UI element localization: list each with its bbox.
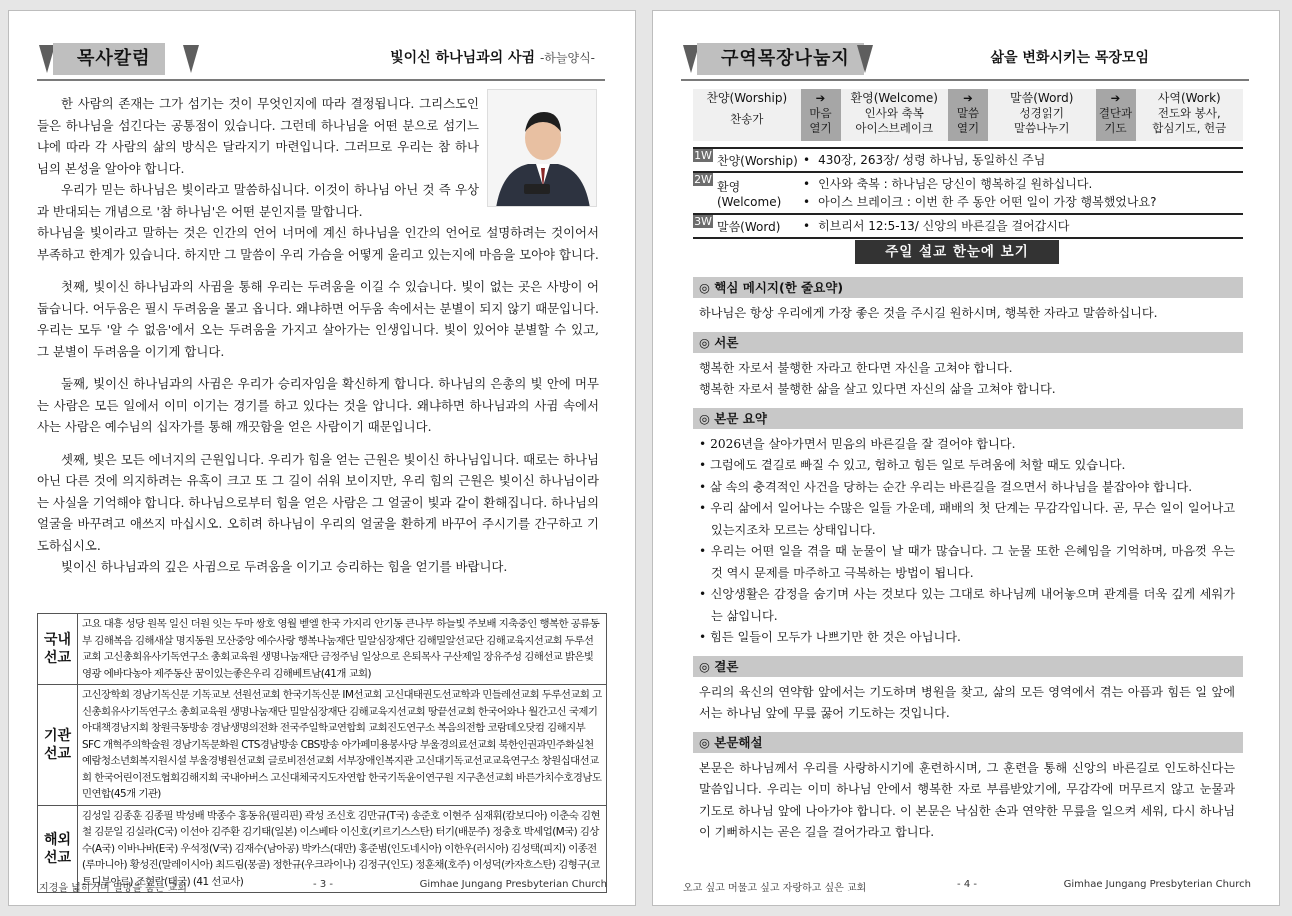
mission-text: 고신장학회 경남기독신문 기독교보 선원선교회 한국기독신문 IM선교회 고신대태권도선교학과 민들레선교회 두루선교회 고신총회유사기독연구소 총회교육원 생명나눔재단 밀알심장재단 김해교육지선교회 땅끝선교회 한국어와나 월간고신 국제기아대책경남지회 창원극동방송 경남생명의전화 전국주일학교연합회 교회진도연구소 복음의전함 코람데오닷컴 김해지부SFC 개혁주의학술원 경남기독문화원 CTS경남방송 CBS방송 아가페미용봉사당 부울경의료선교회 북한인권과민주화실천 예람청소년회복지원시설 부울경병원선교회 글로비전선교회 서부장애인복지관 고신대기독교선교교육연구소 창원십대선교회 한국어린이전도협회김해지회 국내아버스 고신대체국지도자연합 한국기독윤이연구원 지구촌선교회 바른가치수호경남도민연합(45개 기관) — [78, 685, 607, 806]
mission-text: 김성일 김종훈 김종필 박성배 박종수 홍동유(필리핀) 곽성 조신호 김만규(T국) 송준호 이현주 심재휘(캄보디아) 이춘숙 김현철 김문일 김실라(C국) 이선아 김주환 김기태(일본) 이스베타 이신호(키르기스스탄) 터기(배문주) 정충호 박세업(M국) 김상수(A국) 이바나바(E국) 우석정(V국) 김재수(남아공) 박카스(대만) 홍준범(인도네시아) 이한우(러시아) 김성택(피지) 이종전(루마니아) 황성진(말레이시아) 최드림(몽골) 정한규(우크라이나) 김정구(인도) 정훈채(호주) 이성덕(카자흐스탄) 김형구(코트디부아르) 조현락(태국) (41 선교사) — [78, 805, 607, 893]
flow-arrow-line: 마음 — [809, 106, 832, 120]
flow-arrow-line: 기도 — [1104, 121, 1127, 135]
week-badge: 2W — [694, 173, 712, 186]
footer-motto: 지경을 넓히거며 열방을 품는 교회 — [39, 883, 187, 894]
mission-text: 고요 대흥 성당 원목 일신 더원 잇는 두마 쌍호 영월 벧엘 한국 가지리 안기동 큰나무 하늘빛 주보배 지축중인 행복한 공류동부 김해복음 김해새살 명지동원 모산중앙 예수사랑 행복나눔재단 밀알심장재단 김해밀알선교단 김해교육지선교회 두루선교회 고신총회유사기독연구소 총회교육원 생명나눔재단 금정주님 일상으로 은퇴목사 구산제일 장유주성 김해선교 밝은빛영광 에바다농아 제주동산 꿈이있는좋은우리 김해베트남(41개 교회) — [78, 614, 607, 685]
right-page — [652, 10, 1280, 906]
arrow-icon: ➔ — [815, 91, 826, 105]
week-items — [803, 215, 1243, 237]
column-paragraph: 한 사람의 존재는 그가 섬기는 것이 무엇인지에 따라 결정됩니다. 그리스도인들은 하나님을 섬긴다는 공통점이 있습니다. 그런데 하나님을 어떤 분으로 섬기느냐에 따라 각 사람의 삶의 방식은 달라지기 마련입니다. 그러므로 우리는 참 하나님의 본성을 알아야 합니다. — [37, 96, 479, 176]
sharing-title: 삶을 변화시키는 목장모임 — [990, 50, 1149, 66]
footer-page-number: - 4 - — [957, 879, 977, 890]
footer-church-name: Gimhae Jungang Presbyterian Church — [1063, 879, 1251, 890]
column-title-sub: -하늘양식- — [539, 51, 595, 65]
flow-stage-line: 찬송가 — [730, 112, 764, 126]
week-name: 환영(Welcome) — [717, 179, 782, 209]
week-row — [693, 147, 1243, 171]
mission-label — [38, 685, 78, 806]
section-body — [693, 298, 1243, 325]
section-body — [693, 677, 1243, 725]
footer-church-name: Gimhae Jungang Presbyterian Church — [419, 879, 607, 890]
mission-row — [38, 685, 607, 806]
flow-arrow-line: 결단과 — [1098, 106, 1133, 120]
column-title-main: 빛이신 하나님과의 사귐 — [390, 50, 536, 66]
summary-bullet: • 신앙생활은 감정을 숨기며 사는 것보다 있는 그대로 하나님께 내어놓으며 관계를 더욱 깊게 세워가는 삶입니다. — [699, 584, 1235, 627]
column-paragraph: 하나님을 빛이라고 말하는 것은 인간의 언어 너머에 계신 하나님을 인간의 언어로 설명하려는 것이어서 부족하고 한계가 있습니다. 하지만 그 말씀이 우리 가슴을 어떻게 울리고 있는지에 마음을 모아야 합니다. — [37, 225, 599, 262]
footer-motto: 오고 싶고 머물고 싶고 자랑하고 싶은 교회 — [683, 883, 867, 894]
left-page — [8, 10, 636, 906]
flow-stage-line: 전도와 봉사, — [1157, 106, 1221, 120]
section-paragraph: 행복한 자로서 불행한 삶을 살고 있다면 자신의 삶을 고쳐야 합니다. — [699, 382, 1056, 396]
column-paragraph: 우리가 믿는 하나님은 빛이라고 말씀하십니다. 이것이 하나님 아닌 것 즉 우상과 반대되는 개념으로 '참 하나님'은 어떤 분인지를 말합니다. — [37, 182, 479, 219]
mission-label-text: 기관 선교 — [43, 727, 72, 762]
section-heading: ◎ 본문해설 — [693, 732, 1243, 753]
column-body — [37, 93, 599, 578]
section-paragraph: 하나님은 항상 우리에게 가장 좋은 것을 주시길 원하시며, 행복한 자라고 말씀하십니다. — [699, 306, 1158, 320]
flow-stage-title: 찬양(Worship) — [706, 91, 788, 105]
week-badge: 1W — [694, 149, 712, 162]
week-name: 말씀(Word) — [717, 219, 781, 234]
arrow-icon: ➔ — [963, 91, 973, 105]
sermon-sections — [693, 270, 1243, 844]
week-item: • 히브리서 12:5-13/ 신앙의 바른길을 걸어갑시다 — [803, 217, 1243, 235]
summary-bullet: • 삶 속의 충격적인 사건을 당하는 순간 우리는 바른길을 걸으면서 하나님을 붙잡아야 합니다. — [699, 477, 1235, 499]
sharing-tab: 구역목장나눔지 — [697, 43, 864, 75]
summary-bullet: • 우리 삶에서 일어나는 수많은 일들 가운데, 패배의 첫 단계는 무감각입니다. 곧, 무슨 일이 일어나고 있는지조차 모르는 상태입니다. — [699, 498, 1235, 541]
section-body — [693, 353, 1243, 401]
flow-stage-line: 성경읽기 — [1019, 106, 1064, 120]
sermon-summary-title: 주일 설교 한눈에 보기 — [855, 240, 1059, 264]
mission-row — [38, 614, 607, 685]
week-item: • 인사와 축복 : 하나님은 당신이 행복하길 원하십니다. — [803, 175, 1243, 193]
flow-stage-line: 인사와 축복 — [864, 106, 924, 120]
section-paragraph: 본문은 하나님께서 우리를 사랑하시기에 훈련하시며, 그 훈련을 통해 신앙의 바른길로 인도하신다는 말씀입니다. 우리는 이미 하나님 안에서 행복한 자로 부름받았기에, 무감각에 머무르지 않고 눈물과 기도로 하나님 앞에 나아가야 합니다. 이 본문은 낙심한 손과 연약한 무릎을 일으켜 세워, 다시 하나님이 기뻐하시는 곧은 길을 걸어가라고 합니다. — [699, 760, 1235, 839]
flow-arrow-line: 열기 — [956, 121, 980, 135]
section-heading: ◎ 핵심 메시지(한 줄요약) — [693, 277, 1243, 298]
column-paragraph: 셋째, 빛은 모든 에너지의 근원입니다. 우리가 힘을 얻는 근원은 빛이신 하나님입니다. 때로는 하나님 아닌 다른 것에 의지하려는 유혹이 크고 또 그 길이 쉬워 보이지만, 우리 힘의 근원은 빛이신 하나님이라는 사실을 기억해야 합니다. 하나님으로부터 힘을 얻은 사람은 그 얼굴이 빛과 같이 환해집니다. 하나님의 얼굴을 바꾸려고 애쓰지 마십시오. 오히려 하나님이 우리의 얼굴을 환하게 바꾸어 주시기를 간구하고 기도하십시오. — [37, 451, 599, 553]
right-header — [681, 43, 1249, 81]
flow-arrow — [801, 89, 841, 141]
flow-arrow-line: 말씀 — [956, 106, 980, 120]
summary-bullet: • 힘든 일들이 모두가 나쁘기만 한 것은 아닙니다. — [699, 627, 1235, 649]
flow-stage-line: 합심기도, 헌금 — [1152, 121, 1227, 135]
flow-arrow — [948, 89, 988, 141]
flow-stage — [1136, 89, 1244, 141]
mission-label-text: 해외 선교 — [43, 831, 72, 866]
flow-stage-title: 환영(Welcome) — [850, 91, 938, 105]
weekly-plan — [693, 147, 1243, 239]
column-tab: 목사칼럼 — [53, 43, 165, 75]
column-title — [390, 47, 595, 67]
flow-stage-title: 사역(Work) — [1157, 91, 1221, 105]
left-footer — [39, 879, 607, 893]
flow-stage-line: 말씀나누기 — [1013, 121, 1070, 135]
week-badge: 3W — [694, 215, 712, 228]
section-heading: ◎ 서론 — [693, 332, 1243, 353]
left-header — [37, 43, 605, 81]
column-closing: 빛이신 하나님과의 깊은 사귐으로 두려움을 이기고 승리하는 힘을 얻기를 바랍니다. — [61, 559, 508, 574]
week-row — [693, 213, 1243, 239]
flow-stage — [693, 89, 801, 141]
week-items — [803, 173, 1243, 213]
week-row — [693, 171, 1243, 213]
mission-label — [38, 614, 78, 685]
section-paragraph: 우리의 육신의 연약함 앞에서는 기도하며 병원을 찾고, 삶의 모든 영역에서 겪는 아픔과 힘든 일 앞에서는 하나님 앞에 무릎 꿇어 기도하는 것입니다. — [699, 684, 1235, 720]
arrow-icon: ➔ — [1110, 91, 1121, 105]
meeting-flow — [693, 89, 1243, 141]
flow-stage-title: 말씀(Word) — [1010, 91, 1074, 105]
right-footer — [683, 879, 1251, 893]
section-bullets — [693, 429, 1243, 649]
column-paragraph: 둘째, 빛이신 하나님과의 사귐은 우리가 승리자임을 확신하게 합니다. 하나님의 은총의 빛 안에 머무는 사람은 모든 일에서 이미 이기는 경기를 하고 있다는 것을 압니다. 왜냐하면 하나님과의 사귐 속에서 사는 사람은 예수님의 십자가를 통해 깨끗함을 얻은 사람이기 때문입니다. — [37, 376, 599, 434]
flow-stage — [988, 89, 1096, 141]
section-paragraph: 행복한 자로서 불행한 자라고 한다면 자신을 고쳐야 합니다. — [699, 360, 1013, 375]
flow-arrow — [1096, 89, 1136, 141]
section-body — [693, 753, 1243, 844]
week-items — [803, 149, 1243, 171]
section-heading: ◎ 결론 — [693, 656, 1243, 677]
week-item: • 430장, 263장/ 성령 하나님, 동일하신 주님 — [803, 151, 1243, 169]
header-triangle-icon — [183, 45, 199, 73]
footer-page-number: - 3 - — [313, 879, 333, 890]
flow-stage-line: 아이스브레이크 — [855, 121, 934, 135]
summary-bullet: • 그럼에도 곁길로 빠질 수 있고, 험하고 힘든 일로 두려움에 처할 때도 있습니다. — [699, 455, 1235, 477]
mission-table — [37, 613, 607, 893]
column-paragraph: 첫째, 빛이신 하나님과의 사귐을 통해 우리는 두려움을 이길 수 있습니다. 빛이 없는 곳은 사방이 어둡습니다. 어두움은 필시 두려움을 몰고 옵니다. 왜냐하면 어두움 속에서는 분별이 되지 않기 때문입니다. 우리는 모두 '알 수 없음'에서 오는 두려움을 가지고 살아가는 인생입니다. 빛이 있어야 분별할 수 있고, 그 분별이 두려움을 이기게 합니다. — [37, 279, 599, 359]
summary-bullet: • 2026년을 살아가면서 믿음의 바른길을 잘 걸어야 합니다. — [699, 434, 1235, 456]
header-triangle-icon — [857, 45, 873, 73]
flow-stage — [841, 89, 949, 141]
flow-arrow-line: 열기 — [809, 121, 832, 135]
week-item: • 아이스 브레이크 : 이번 한 주 동안 어떤 일이 가장 행복했었나요? — [803, 193, 1243, 211]
section-heading: ◎ 본문 요약 — [693, 408, 1243, 429]
mission-label-text: 국내 선교 — [43, 632, 72, 666]
week-name: 찬양(Worship) — [717, 153, 798, 168]
summary-bullet: • 우리는 어떤 일을 겪을 때 눈물이 날 때가 많습니다. 그 눈물 또한 은혜임을 기억하며, 마음껏 우는 것 역시 문제를 마주하고 극복하는 방법이 됩니다. — [699, 541, 1235, 584]
